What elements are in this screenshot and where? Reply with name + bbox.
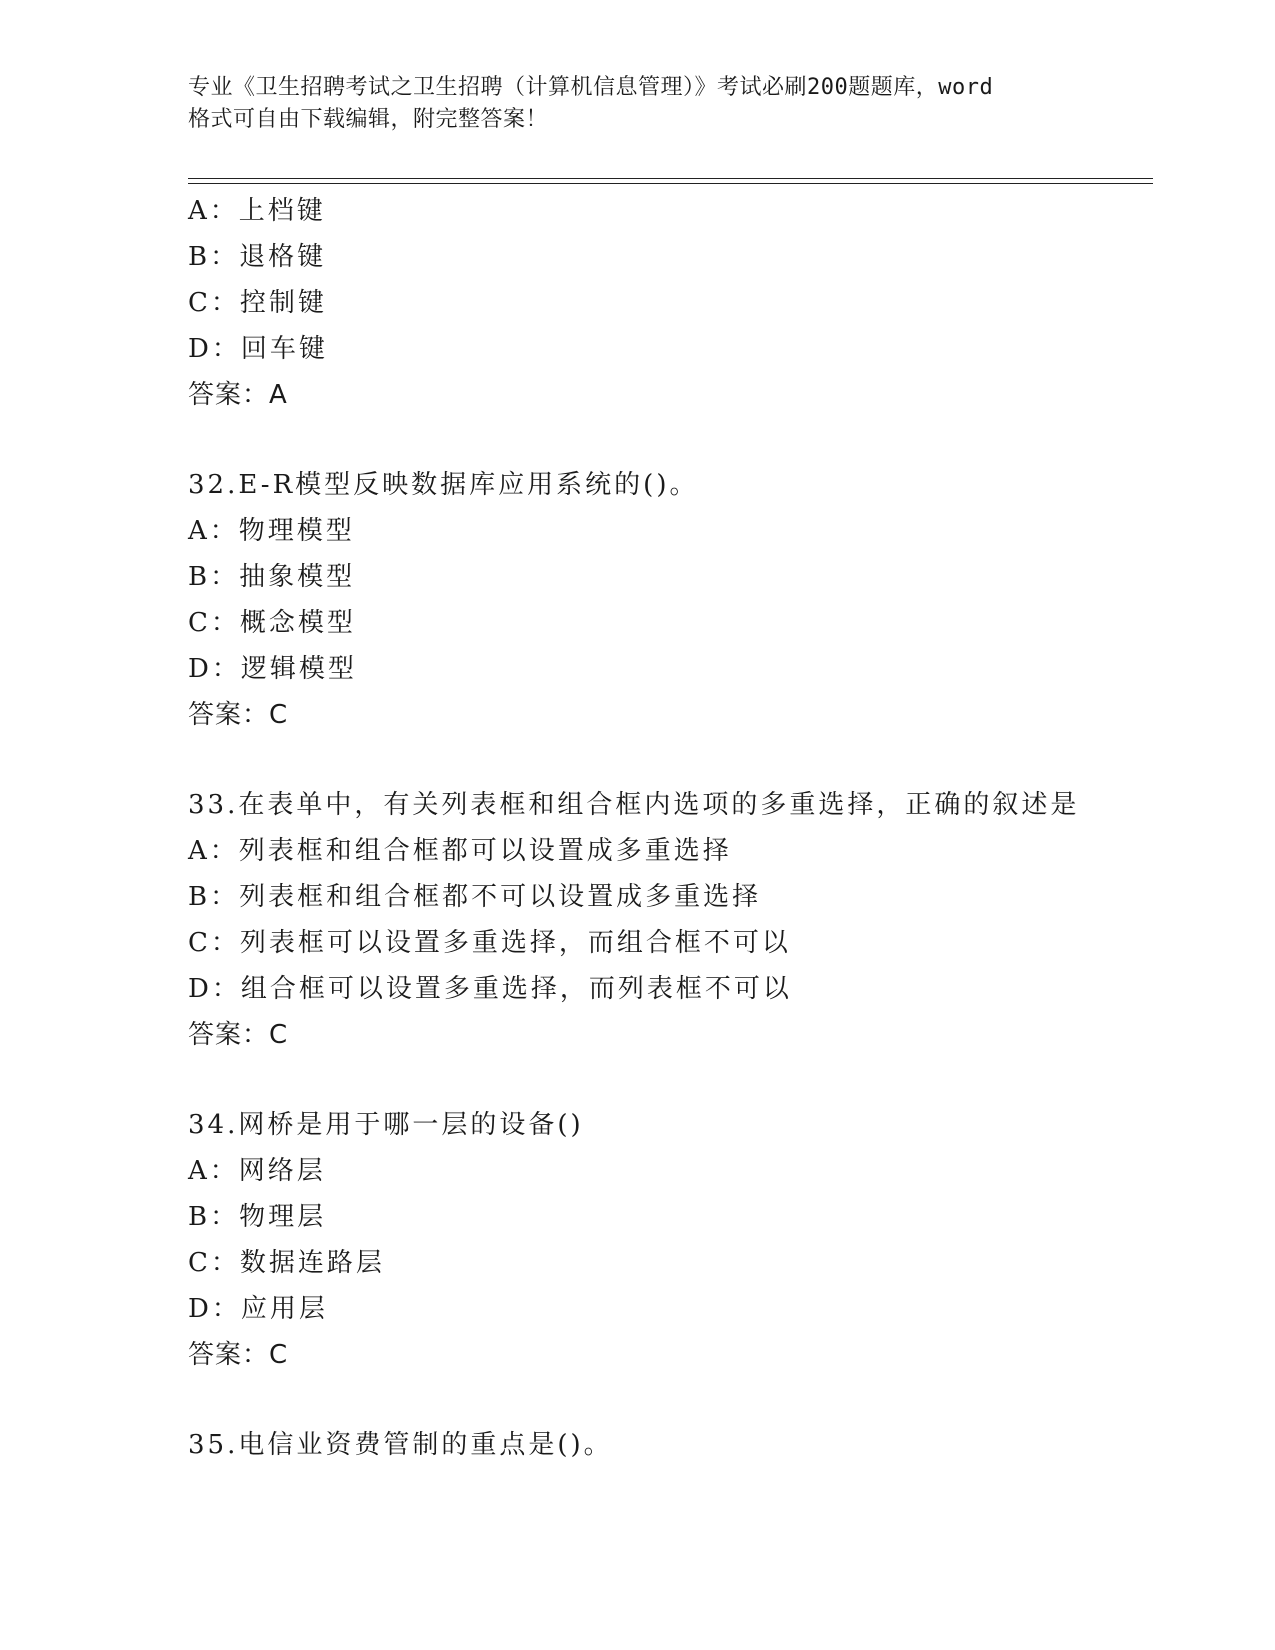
option-b: B：退格键 <box>188 242 327 272</box>
option-c: C：概念模型 <box>188 608 356 638</box>
question-33 <box>188 782 1148 1058</box>
option-a: A：列表框和组合框都可以设置成多重选择 <box>188 836 732 866</box>
answer-line: 答案：A <box>188 380 288 410</box>
document-header <box>188 72 1088 136</box>
header-title-line2: 格式可自由下载编辑，附完整答案！ <box>188 107 549 132</box>
option-b: B：物理层 <box>188 1202 327 1232</box>
option-a: A：网络层 <box>188 1156 326 1186</box>
question-text: 32.E-R模型反映数据库应用系统的()。 <box>188 470 699 500</box>
option-d: D：应用层 <box>188 1294 328 1324</box>
option-d: D：回车键 <box>188 334 328 364</box>
option-b: B：抽象模型 <box>188 562 356 592</box>
option-a: A：物理模型 <box>188 516 355 546</box>
header-divider-top <box>188 178 1153 179</box>
answer-line: 答案：C <box>188 700 289 730</box>
option-a: A：上档键 <box>188 196 326 226</box>
answer-line: 答案：C <box>188 1340 289 1370</box>
question-list <box>188 188 1148 1468</box>
question-32 <box>188 462 1148 738</box>
option-c: C：控制键 <box>188 288 327 318</box>
option-b: B：列表框和组合框都不可以设置成多重选择 <box>188 882 762 912</box>
question-text: 35.电信业资费管制的重点是()。 <box>188 1430 613 1460</box>
option-c: C：数据连路层 <box>188 1248 385 1278</box>
option-d: D：逻辑模型 <box>188 654 357 684</box>
question-text: 33.在表单中，有关列表框和组合框内选项的多重选择，正确的叙述是 <box>188 790 1080 820</box>
header-divider-bottom <box>188 183 1153 184</box>
answer-line: 答案：C <box>188 1020 289 1050</box>
option-d: D：组合框可以设置多重选择，而列表框不可以 <box>188 974 792 1004</box>
header-title-line1: 专业《卫生招聘考试之卫生招聘（计算机信息管理）》考试必刷200题题库，word <box>188 75 994 100</box>
question-31 <box>188 188 1148 418</box>
option-c: C：列表框可以设置多重选择，而组合框不可以 <box>188 928 791 958</box>
question-35 <box>188 1422 1148 1468</box>
question-34 <box>188 1102 1148 1378</box>
question-text: 34.网桥是用于哪一层的设备() <box>188 1110 584 1140</box>
